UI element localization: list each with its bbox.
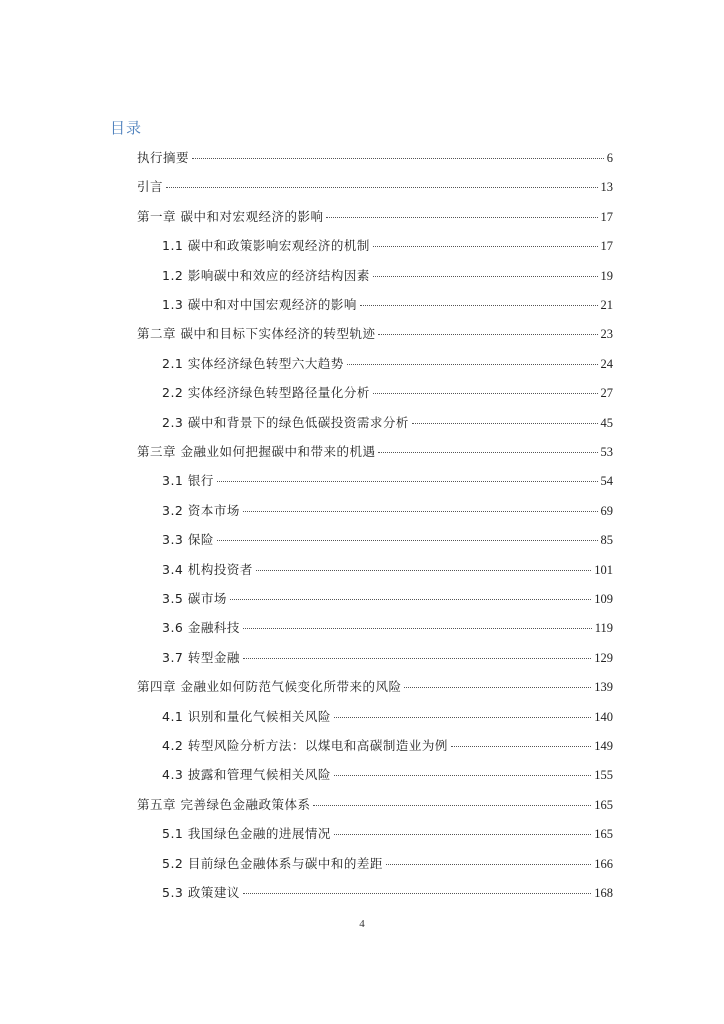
toc-entry-label: 5.3 政策建议 [162,885,240,900]
toc-entry[interactable] [137,177,613,197]
toc-dot-leader [313,805,591,806]
toc-entry-label: 2.1 实体经济绿色转型六大趋势 [162,355,344,371]
toc-subentry[interactable] [162,413,613,433]
toc-dot-leader [373,246,598,247]
toc-entry-page: 166 [594,856,613,871]
toc-entry[interactable] [137,148,613,168]
toc-dot-leader [451,746,591,747]
toc-entry-page: 23 [600,327,613,342]
toc-dot-leader [243,628,592,629]
toc-entry-page: 27 [600,386,613,401]
toc-entry-page: 17 [600,209,613,224]
toc-entry-page: 101 [594,562,613,577]
toc-dot-leader [334,717,591,718]
toc-entry-page: 53 [600,445,613,459]
toc-entry-page: 85 [600,533,613,548]
toc-entry-page: 109 [594,592,613,606]
toc-subentry[interactable] [162,560,613,580]
toc-entry-page: 149 [594,739,613,753]
toc-subentry[interactable] [162,707,613,727]
toc-subentry[interactable] [162,471,613,491]
toc-entry[interactable] [137,207,613,227]
toc-subentry[interactable] [162,618,613,638]
toc-subentry[interactable] [162,266,613,286]
toc-entry-label: 3.6 金融科技 [162,620,240,636]
toc-entry-label: 4.2 转型风险分析方法：以煤电和高碳制造业为例 [162,738,448,753]
toc-dot-leader [360,305,598,306]
toc-entry-page: 140 [594,709,613,724]
toc-entry-label: 引言 [137,179,164,195]
toc-entry-page: 165 [594,797,613,812]
toc-entry-label: 5.1 我国绿色金融的进展情况 [162,826,331,842]
toc-subentry[interactable] [162,736,613,756]
toc-entry-page: 155 [594,768,613,783]
toc-entry[interactable] [137,442,613,462]
toc-subentry[interactable] [162,824,613,844]
toc-subentry[interactable] [162,295,613,315]
toc-dot-leader [166,187,597,188]
toc-entry-page: 19 [600,268,613,283]
toc-entry[interactable] [137,324,613,344]
toc-subentry[interactable] [162,383,613,403]
toc-entry-page: 119 [594,621,613,636]
toc-subentry[interactable] [162,530,613,550]
toc-entry[interactable] [137,677,613,697]
toc-entry-page: 139 [594,680,613,695]
toc-entry-label: 第三章 金融业如何把握碳中和带来的机遇 [137,444,376,459]
toc-dot-leader [378,452,597,453]
toc-dot-leader [243,893,591,894]
toc-entry-label: 3.4 机构投资者 [162,561,253,577]
page-number: 4 [359,918,365,930]
toc-dot-leader [230,599,591,600]
toc-entry-label: 第一章 碳中和对宏观经济的影响 [137,208,324,224]
toc-entry-label: 5.2 目前绿色金融体系与碳中和的差距 [162,855,383,871]
toc-dot-leader [217,540,598,541]
toc-subentry[interactable] [162,854,613,874]
toc-entry-label: 3.2 资本市场 [162,502,240,518]
toc-title: 目录 [110,119,143,137]
toc-dot-leader [373,276,598,277]
toc-entry-label: 第四章 金融业如何防范气候变化所带来的风险 [137,679,402,695]
toc-entry-page: 69 [600,503,613,518]
toc-entry[interactable] [137,795,613,815]
toc-dot-leader [412,423,598,424]
toc-entry-page: 24 [600,356,613,371]
toc-dot-leader [334,775,591,776]
toc-subentry[interactable] [162,883,613,903]
toc-entry-label: 1.1 碳中和政策影响宏观经济的机制 [162,238,370,254]
toc-entry-label: 1.2 影响碳中和效应的经济结构因素 [162,267,370,283]
toc-dot-leader [326,217,597,218]
toc-entry-label: 4.3 披露和管理气候相关风险 [162,767,331,783]
toc-entry-label: 3.5 碳市场 [162,591,227,606]
toc-subentry[interactable] [162,501,613,521]
toc-entry-label: 4.1 识别和量化气候相关风险 [162,708,331,724]
toc-entry-label: 第五章 完善绿色金融政策体系 [137,796,311,812]
toc-dot-leader [378,334,597,335]
toc-entry-label: 3.7 转型金融 [162,649,240,665]
toc-entry-label: 第二章 碳中和目标下实体经济的转型轨迹 [137,326,376,342]
toc-subentry[interactable] [162,354,613,374]
toc-entry-page: 45 [600,415,613,430]
toc-entry-label: 3.1 银行 [162,473,214,489]
toc-entry-page: 17 [600,239,613,254]
toc-subentry[interactable] [162,765,613,785]
toc-entry-page: 13 [600,180,613,195]
toc-dot-leader [217,481,598,482]
toc-dot-leader [192,158,604,159]
toc-entry-page: 6 [606,151,613,165]
toc-dot-leader [373,393,598,394]
toc-entry-page: 165 [594,827,613,842]
toc-entry-label: 3.3 保险 [162,532,214,548]
toc-dot-leader [404,687,591,688]
toc-entry-label: 2.2 实体经济绿色转型路径量化分析 [162,385,370,401]
toc-entry-page: 129 [594,650,613,665]
toc-entry-page: 54 [600,474,613,489]
toc-dot-leader [243,658,591,659]
toc-dot-leader [256,570,591,571]
toc-subentry[interactable] [162,589,613,609]
toc-subentry[interactable] [162,648,613,668]
toc-dot-leader [243,511,598,512]
toc-entry-page: 21 [600,298,613,312]
toc-entry-label: 执行摘要 [137,150,190,165]
toc-dot-leader [386,864,591,865]
toc-entry-label: 1.3 碳中和对中国宏观经济的影响 [162,297,357,312]
toc-entry-page: 168 [594,886,613,900]
toc-dot-leader [347,364,598,365]
toc-entry-label: 2.3 碳中和背景下的绿色低碳投资需求分析 [162,414,409,430]
toc-dot-leader [334,834,591,835]
toc-subentry[interactable] [162,236,613,256]
